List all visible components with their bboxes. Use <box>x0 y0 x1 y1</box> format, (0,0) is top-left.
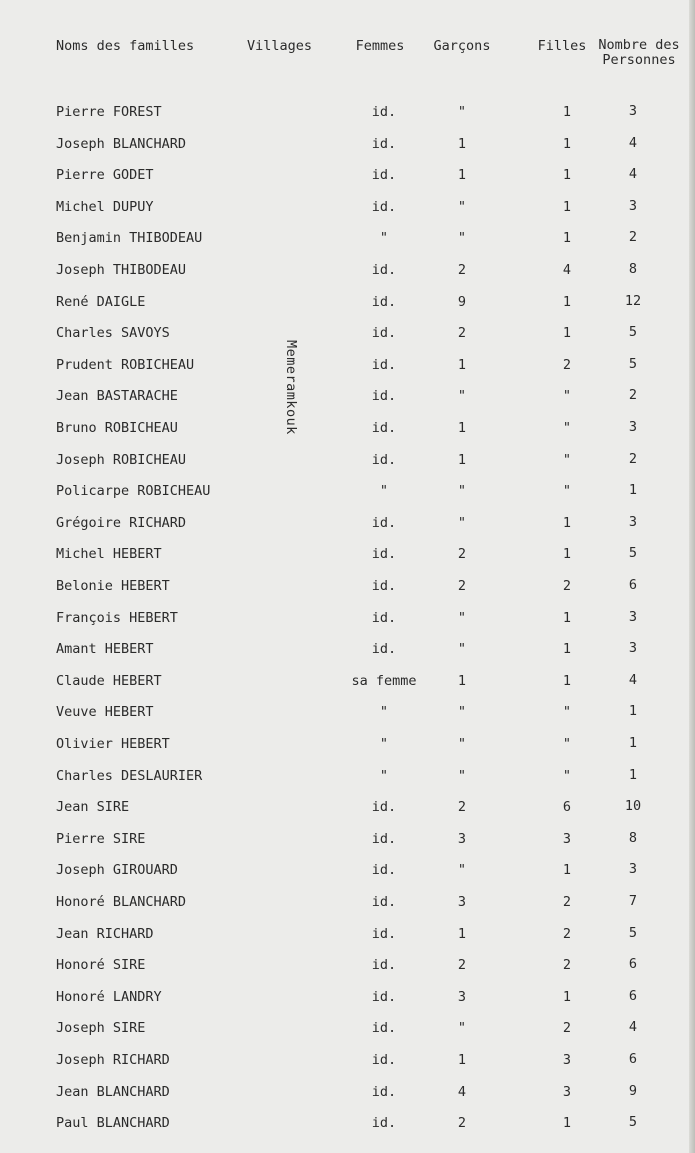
filles-cell: " <box>562 767 572 784</box>
femmes-cell: id. <box>371 830 397 847</box>
filles-cell: 1 <box>562 167 572 184</box>
garcons-cell: " <box>457 736 467 752</box>
garcons-cell: 2 <box>457 957 467 974</box>
garcons-cell: 1 <box>457 451 467 468</box>
garcons-cell: 1 <box>457 167 467 184</box>
femmes-cell: id. <box>371 1083 397 1100</box>
filles-cell: 3 <box>562 1083 572 1100</box>
filles-cell: " <box>562 704 572 721</box>
femmes-cell: id. <box>371 420 397 436</box>
nombre-cell: 1 <box>628 766 638 783</box>
family-name: Prudent ROBICHEAU <box>56 356 195 373</box>
filles-cell: 2 <box>562 578 572 594</box>
femmes-cell: id. <box>371 514 397 531</box>
nombre-cell: 5 <box>628 924 638 941</box>
filles-cell: 1 <box>562 641 572 658</box>
femmes-cell: id. <box>371 1020 397 1037</box>
femmes-cell: id. <box>371 451 397 468</box>
nombre-cell: 7 <box>628 893 638 909</box>
family-name: Jean RICHARD <box>56 925 154 942</box>
nombre-cell: 8 <box>628 261 638 277</box>
garcons-cell: 1 <box>457 356 467 373</box>
family-name: Michel HEBERT <box>56 546 162 563</box>
filles-cell: 1 <box>562 862 572 879</box>
header-garcons: Garçons <box>433 38 491 54</box>
filles-cell: 2 <box>562 957 572 974</box>
family-name: Joseph THIBODEAU <box>56 262 187 278</box>
garcons-cell: 2 <box>457 1115 467 1132</box>
nombre-cell: 5 <box>628 545 638 562</box>
filles-cell: 3 <box>562 1052 572 1068</box>
family-name: Joseph RICHARD <box>56 1052 170 1068</box>
femmes-cell: id. <box>371 356 397 373</box>
garcons-cell: 3 <box>457 894 467 910</box>
nombre-cell: 3 <box>628 197 638 214</box>
femmes-cell: " <box>379 767 389 784</box>
page-edge-shadow <box>689 0 695 1153</box>
family-name: Jean BLANCHARD <box>56 1083 170 1100</box>
nombre-cell: 5 <box>628 324 638 341</box>
filles-cell: " <box>562 420 572 436</box>
header-femmes: Femmes <box>355 38 405 54</box>
nombre-cell: 3 <box>628 513 638 530</box>
family-name: Joseph BLANCHARD <box>56 135 187 152</box>
family-name: Honoré SIRE <box>56 957 146 974</box>
filles-cell: 2 <box>562 356 572 373</box>
family-name: Policarpe ROBICHEAU <box>56 483 211 500</box>
header-filles: Filles <box>537 38 587 54</box>
filles-cell: 1 <box>562 1115 572 1132</box>
garcons-cell: 2 <box>457 325 467 342</box>
garcons-cell: 1 <box>457 420 467 436</box>
filles-cell: " <box>562 483 572 500</box>
garcons-cell: 1 <box>457 1052 467 1068</box>
filles-cell: 1 <box>562 135 572 152</box>
garcons-cell: " <box>457 641 467 658</box>
nombre-cell: 2 <box>628 229 638 246</box>
garcons-cell: 2 <box>457 546 467 563</box>
garcons-cell: " <box>457 230 467 247</box>
garcons-cell: " <box>457 1020 467 1037</box>
header-noms: Noms des familles <box>56 38 195 54</box>
femmes-cell: id. <box>371 609 397 626</box>
garcons-cell: 1 <box>457 135 467 152</box>
filles-cell: 1 <box>562 198 572 215</box>
family-name: Jean BASTARACHE <box>56 388 178 405</box>
femmes-cell: id. <box>371 894 397 910</box>
garcons-cell: 3 <box>457 830 467 847</box>
family-name: Michel DUPUY <box>56 198 154 215</box>
femmes-cell: id. <box>371 1115 397 1132</box>
family-name: Pierre SIRE <box>56 830 146 847</box>
femmes-cell: id. <box>371 925 397 942</box>
family-name: Pierre GODET <box>56 167 154 184</box>
femmes-cell: id. <box>371 388 397 405</box>
nombre-cell: 2 <box>628 387 638 404</box>
nombre-cell: 4 <box>628 1019 638 1036</box>
nombre-cell: 6 <box>628 577 638 593</box>
filles-cell: 2 <box>562 894 572 910</box>
femmes-cell: id. <box>371 198 397 215</box>
garcons-cell: 1 <box>457 925 467 942</box>
nombre-cell: 4 <box>628 134 638 151</box>
family-name: Jean SIRE <box>56 799 130 816</box>
femmes-cell: id. <box>371 1052 397 1068</box>
filles-cell: 4 <box>562 262 572 278</box>
garcons-cell: " <box>457 862 467 879</box>
femmes-cell: " <box>379 704 389 721</box>
femmes-cell: id. <box>371 641 397 658</box>
femmes-cell: " <box>379 736 389 752</box>
nombre-cell: 3 <box>628 103 638 119</box>
filles-cell: 1 <box>562 230 572 247</box>
family-name: Pierre FOREST <box>56 104 162 120</box>
garcons-cell: " <box>457 514 467 531</box>
garcons-cell: " <box>457 104 467 120</box>
nombre-cell: 1 <box>628 703 638 720</box>
femmes-cell: id. <box>371 988 397 1005</box>
nombre-cell: 6 <box>628 987 638 1004</box>
village-label: Memeramkouk <box>283 340 299 435</box>
femmes-cell: id. <box>371 167 397 184</box>
femmes-cell: " <box>379 483 389 500</box>
femmes-cell: id. <box>371 957 397 974</box>
nombre-cell: 6 <box>628 956 638 973</box>
family-name: Charles DESLAURIER <box>56 767 203 784</box>
nombre-cell: 3 <box>628 861 638 878</box>
family-name: Grégoire RICHARD <box>56 514 187 531</box>
family-name: Joseph ROBICHEAU <box>56 451 187 468</box>
filles-cell: " <box>562 736 572 752</box>
family-name: Veuve HEBERT <box>56 704 154 721</box>
filles-cell: 1 <box>562 988 572 1005</box>
femmes-cell: id. <box>371 799 397 816</box>
femmes-cell: id. <box>371 293 397 310</box>
nombre-cell: 6 <box>628 1051 638 1067</box>
garcons-cell: " <box>457 767 467 784</box>
garcons-cell: " <box>457 609 467 626</box>
nombre-cell: 10 <box>624 798 642 815</box>
nombre-cell: 5 <box>628 1114 638 1131</box>
femmes-cell: id. <box>371 325 397 342</box>
nombre-cell: 3 <box>628 419 638 435</box>
family-name: Paul BLANCHARD <box>56 1115 170 1132</box>
family-name: Olivier HEBERT <box>56 736 170 752</box>
filles-cell: 3 <box>562 830 572 847</box>
garcons-cell: " <box>457 388 467 405</box>
filles-cell: 1 <box>562 546 572 563</box>
nombre-cell: 3 <box>628 640 638 657</box>
garcons-cell: 2 <box>457 799 467 816</box>
header-villages: Villages <box>247 38 313 54</box>
filles-cell: " <box>562 451 572 468</box>
garcons-cell: " <box>457 483 467 500</box>
family-name: René DAIGLE <box>56 293 146 310</box>
femmes-cell: id. <box>371 578 397 594</box>
nombre-cell: 5 <box>628 355 638 372</box>
family-name: Amant HEBERT <box>56 641 154 658</box>
nombre-cell: 4 <box>628 166 638 183</box>
family-name: Joseph SIRE <box>56 1020 146 1037</box>
filles-cell: " <box>562 388 572 405</box>
filles-cell: 1 <box>562 293 572 310</box>
family-name: Joseph GIROUARD <box>56 862 178 879</box>
nombre-cell: 12 <box>624 292 642 309</box>
femmes-cell: id. <box>371 546 397 563</box>
family-name: François HEBERT <box>56 609 178 626</box>
femmes-cell: " <box>379 230 389 247</box>
femmes-cell: sa femme <box>351 672 417 689</box>
garcons-cell: 4 <box>457 1083 467 1100</box>
nombre-cell: 1 <box>628 482 638 499</box>
family-name: Honoré LANDRY <box>56 988 162 1005</box>
filles-cell: 1 <box>562 325 572 342</box>
garcons-cell: 2 <box>457 262 467 278</box>
family-name: Claude HEBERT <box>56 672 162 689</box>
nombre-cell: 2 <box>628 450 638 467</box>
filles-cell: 1 <box>562 672 572 689</box>
family-name: Charles SAVOYS <box>56 325 170 342</box>
family-name: Benjamin THIBODEAU <box>56 230 203 247</box>
filles-cell: 1 <box>562 104 572 120</box>
garcons-cell: 9 <box>457 293 467 310</box>
femmes-cell: id. <box>371 862 397 879</box>
family-name: Belonie HEBERT <box>56 578 170 594</box>
filles-cell: 2 <box>562 925 572 942</box>
garcons-cell: " <box>457 198 467 215</box>
garcons-cell: 3 <box>457 988 467 1005</box>
family-name: Honoré BLANCHARD <box>56 894 187 910</box>
nombre-cell: 3 <box>628 608 638 625</box>
header-nombre: Nombre des Personnes <box>598 37 680 68</box>
garcons-cell: 2 <box>457 578 467 594</box>
femmes-cell: id. <box>371 135 397 152</box>
nombre-cell: 9 <box>628 1082 638 1099</box>
garcons-cell: 1 <box>457 672 467 689</box>
filles-cell: 1 <box>562 609 572 626</box>
nombre-cell: 4 <box>628 671 638 688</box>
filles-cell: 6 <box>562 799 572 816</box>
filles-cell: 1 <box>562 514 572 531</box>
femmes-cell: id. <box>371 262 397 278</box>
femmes-cell: id. <box>371 104 397 120</box>
filles-cell: 2 <box>562 1020 572 1037</box>
nombre-cell: 1 <box>628 735 638 751</box>
family-name: Bruno ROBICHEAU <box>56 420 178 436</box>
nombre-cell: 8 <box>628 829 638 846</box>
garcons-cell: " <box>457 704 467 721</box>
